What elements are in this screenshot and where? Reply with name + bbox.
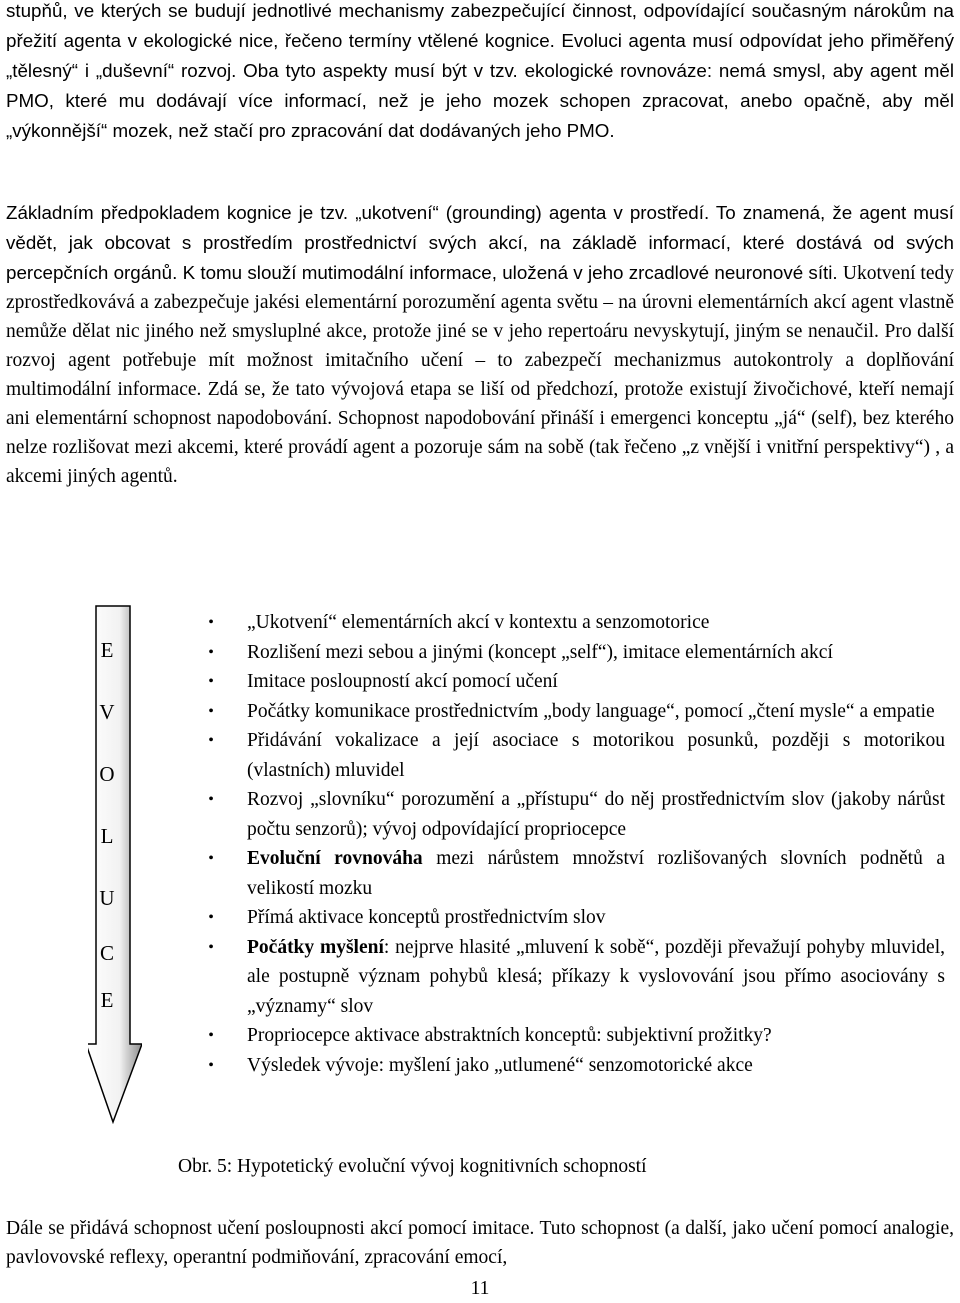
list-item bbox=[205, 903, 945, 933]
evolution-letters bbox=[94, 604, 120, 1044]
bullet-icon: • bbox=[208, 643, 214, 661]
bullet-icon: • bbox=[208, 702, 214, 720]
list-item bbox=[205, 608, 945, 638]
list-item-text: Rozlišení mezi sebou a jinými (koncept „self“), imitace elementárních akcí bbox=[247, 641, 833, 663]
paragraph-1 bbox=[6, 0, 954, 146]
arrow-letter: O bbox=[99, 762, 115, 786]
list-item-text: Výsledek vývoje: myšlení jako „utlumené“ senzomotorické akce bbox=[247, 1054, 753, 1076]
list-item-text: mezi nárůstem množství rozlišovaných slovních podnětů a velikostí mozku bbox=[247, 848, 945, 899]
list-item-text: Počátky komunikace prostřednictvím „body language“, pomocí „čtení mysle“ a empatie bbox=[247, 700, 935, 722]
p1-segment: ekologické rovnováze: nemá smysl, aby agent měl PMO, které mu dodávají více informací, než je jeho mozek schopen zpracovat, anebo opačně, aby měl „výkonnější“ mozek, než stačí pro zpracování dat dodávaných jeho PMO. bbox=[6, 60, 955, 141]
list-item-text: Přidávání vokalizace a její asociace s motorikou posunků, později s motorikou (vlastních) mluvidel bbox=[247, 730, 945, 781]
evolution-stages-list bbox=[205, 608, 945, 1080]
bullet-icon: • bbox=[208, 614, 214, 631]
paragraph-3: Dále se přidává schopnost učení posloupnosti akcí pomocí imitace. Tuto schopnost (a další, jako učení pomocí analogie, pavlovovské reflexy, operantní podmiňování, zpracování emocí, bbox=[6, 1218, 954, 1268]
list-item bbox=[205, 933, 945, 1022]
list-item bbox=[205, 726, 945, 785]
bullet-icon: • bbox=[208, 673, 214, 690]
list-item bbox=[205, 844, 945, 903]
paragraph-2 bbox=[6, 198, 954, 491]
list-item-text: Imitace posloupností akcí pomocí učení bbox=[247, 671, 558, 692]
arrow-letter: U bbox=[99, 886, 115, 910]
arrow-letter: C bbox=[99, 941, 114, 965]
bullet-icon: • bbox=[208, 909, 214, 926]
list-item-text: Propriocepce aktivace abstraktních konceptů: subjektivní prožitky? bbox=[247, 1025, 772, 1046]
arrow-letter: V bbox=[99, 700, 115, 724]
bullet-icon: • bbox=[208, 732, 214, 749]
arrow-letter: E bbox=[100, 988, 114, 1012]
list-item-emphasis: Počátky myšlení bbox=[247, 936, 384, 958]
list-item bbox=[205, 1051, 945, 1081]
list-item-text: Přímá aktivace konceptů prostřednictvím slov bbox=[247, 907, 606, 928]
list-item-emphasis: Evoluční rovnováha bbox=[247, 848, 423, 869]
list-item bbox=[205, 638, 945, 668]
p2-segment: K tomu slouží mutimodální informace, uložená v jeho zrcadlové neuronové síti. bbox=[182, 262, 843, 283]
p2-segment: Ukotvení tedy zprostředkovává a zabezpečuje jakési elementární porozumění agenta světu – na úrovni elementárních akcí agent vlastně nemůže dělat nic jiného než smysluplné akce, protože jiné se v jeho repertoáru nevyskytují, jiným se nenaučil. Pro další rozvoj agent potřebuje mít možnost imitačního učení – to zabezpečí mechanizmus autokontroly a doplňování multimodální informace. Zdá se, že tato vývojová etapa se liší od předchozí, protože existují živočichové, kteří nemají ani elementární schopnost napodobování. Schopnost napodobování přináší i emergenci konceptu „já“ (self), bez kterého nelze rozlišovat mezi akcemi, které provádí agent a pozoruje sám na sobě (tak řečeno „z vnější i vnitřní perspektivy“) , a akcemi jiných agentů. bbox=[6, 263, 954, 487]
list-item bbox=[205, 785, 945, 844]
page-number: 11 bbox=[470, 1278, 490, 1299]
list-item bbox=[205, 697, 945, 727]
bullet-icon: • bbox=[208, 1056, 214, 1074]
p2-segment: Základním předpokladem kognice je tzv. „ukotvení“ (grounding) agenta v prostředí. To znamená, že agent musí vědět, jak obcovat s prostředím prostřednictví svých akcí, na základě informací, které dostává od svých percepčních orgánů. bbox=[6, 202, 954, 283]
list-item bbox=[205, 667, 945, 697]
bullet-icon: • bbox=[208, 1027, 214, 1044]
list-item-text: Rozvoj „slovníku“ porozumění a „přístupu“ do něj prostřednictvím slov (jakoby nárůst počtu senzorů); vývoj odpovídající propriocepce bbox=[247, 789, 945, 840]
arrow-letter: L bbox=[100, 824, 114, 848]
bullet-icon: • bbox=[208, 791, 214, 808]
bullet-icon: • bbox=[208, 938, 214, 956]
list-item-text: „Ukotvení“ elementárních akcí v kontextu a senzomotorice bbox=[247, 612, 710, 633]
list-item-text: : nejprve hlasité „mluvení k sobě“, později převažují pohyby mluvidel, ale postupně význam pohybů klesá; příkazy k vyslovování jsou přímo asociovány s „významy“ slov bbox=[247, 936, 945, 1017]
list-item bbox=[205, 1021, 945, 1051]
bullet-icon: • bbox=[208, 850, 214, 867]
figure-caption: Obr. 5: Hypotetický evoluční vývoj kognitivních schopností bbox=[178, 1156, 647, 1177]
arrow-letter: E bbox=[100, 638, 114, 662]
p1-segment: stupňů, ve kterých se budují jednotlivé mechanismy zabezpečující činnost, odpovídající současným nárokům na přežití agenta v ekologické nice, řečeno termíny vtělené kognice. Evoluci agenta musí odpovídat jeho přiměřený „tělesný“ i „duševní“ rozvoj. Oba tyto aspekty musí být v tzv. bbox=[6, 0, 954, 81]
